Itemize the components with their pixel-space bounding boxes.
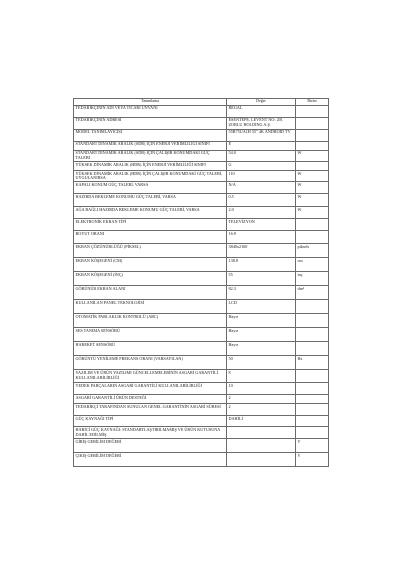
cell-description: TEDARİKÇİ TARAFINDAN SUNULAN GENEL GARANTİNİN ASGARİ SÜRESİ — [74, 404, 227, 416]
cell-value: ESENTEPE, LEVENT NO: 201 ZORLU HOLDİNG A.Ş. — [227, 117, 296, 129]
table-row — [74, 150, 329, 161]
table-row — [74, 314, 329, 328]
cell-description: YEDEK PARÇALARIN ASGARİ GARANTİLİ KULLANILABİLİRLİĞİ — [74, 383, 227, 395]
cell-value: 55R75UA1H 55" 4K ANDROID TV — [227, 129, 296, 141]
table-row — [74, 404, 329, 416]
cell-value: 0.5 — [227, 194, 296, 207]
cell-value: 110 — [227, 170, 296, 181]
cell-description: STANDART DİNAMİK ARALIK (SDR) İÇİN ÇALIŞIR KONUMDAKİ GÜÇ TALEBİ — [74, 150, 227, 161]
table-row — [74, 356, 329, 370]
cell-unit: piksels — [296, 244, 329, 258]
cell-value — [227, 453, 296, 467]
cell-value: DAHİLİ — [227, 416, 296, 427]
cell-unit: W — [296, 182, 329, 194]
cell-value: 82.3 — [227, 286, 296, 300]
cell-unit: dm² — [296, 286, 329, 300]
table-row — [74, 129, 329, 141]
table-row — [74, 342, 329, 356]
table-row — [74, 286, 329, 300]
cell-value — [227, 439, 296, 453]
cell-unit — [296, 395, 329, 404]
cell-description: HAZIRDA BEKLEME KONUMU GÜÇ TALEBİ, VARSA — [74, 194, 227, 207]
cell-value: LCD — [227, 300, 296, 314]
cell-description: ASGARİ GARANTİLİ ÜRÜN DESTEĞİ — [74, 395, 227, 404]
cell-description: TEDARİKÇİNİN ADI VEYA TİCARİ UNVANI — [74, 105, 227, 117]
cell-unit — [296, 328, 329, 342]
cell-value: 50 — [227, 356, 296, 370]
table-row — [74, 439, 329, 453]
cell-value: REGAL — [227, 105, 296, 117]
cell-value: 54.0 — [227, 150, 296, 161]
table-row — [74, 141, 329, 150]
cell-value: 2 — [227, 395, 296, 404]
cell-unit — [296, 314, 329, 328]
cell-unit: Hz — [296, 356, 329, 370]
cell-description: STANDART DİNAMİK ARALIK (SDR) İÇİN ENERJİ VERİMLİLİĞİ SINIFI — [74, 141, 227, 150]
cell-value: E — [227, 141, 296, 150]
table-row — [74, 194, 329, 207]
product-information-table — [73, 98, 329, 467]
cell-description: EKRAN KÖŞEGENİ (İNÇ) — [74, 272, 227, 286]
column-header-value: Değer — [227, 99, 296, 106]
cell-value: 10 — [227, 383, 296, 395]
cell-description: YÜKSEK DİNAMİK ARALIK (HDR) İÇİN ÇALIŞIR KONUMDAKİ GÜÇ TALEBİ, UYGULANIRSA — [74, 170, 227, 181]
table-row — [74, 231, 329, 244]
cell-unit — [296, 370, 329, 383]
cell-description: OTOMATİK PARLAKLIK KONTROLÜ (ABC) — [74, 314, 227, 328]
table-row — [74, 117, 329, 129]
cell-unit — [296, 383, 329, 395]
cell-description: BOYUT ORANI — [74, 231, 227, 244]
cell-unit — [296, 117, 329, 129]
cell-unit — [296, 300, 329, 314]
table-row — [74, 383, 329, 395]
cell-description: EKRAN KÖŞEGENİ (CM) — [74, 258, 227, 272]
cell-value: 8 — [227, 370, 296, 383]
table-row — [74, 416, 329, 427]
cell-unit: V — [296, 453, 329, 467]
table-row — [74, 244, 329, 258]
table-row — [74, 207, 329, 219]
cell-description: ÇIKIŞ GERİLİM DEĞERİ — [74, 453, 227, 467]
column-header-description: Tanımlama — [74, 99, 227, 106]
cell-description: YAZILIM VE ÜRÜN YAZILIMI GÜNCELLEMELERİNİN ASGARİ GARANTİLİ KULLANILABİLİRLİĞİ — [74, 370, 227, 383]
cell-value — [227, 427, 296, 439]
cell-description: KULLANILAN PANEL TEKNOLOJİSİ — [74, 300, 227, 314]
cell-unit — [296, 231, 329, 244]
table-row — [74, 453, 329, 467]
cell-description: GİRİŞ GERİLİM DEĞERİ — [74, 439, 227, 453]
cell-description: EKRAN ÇÖZÜNÜRLÜĞÜ (PİKSEL) — [74, 244, 227, 258]
cell-value: 2.0 — [227, 207, 296, 219]
table-row — [74, 105, 329, 117]
cell-unit: W — [296, 207, 329, 219]
table-row — [74, 300, 329, 314]
cell-value: 16:9 — [227, 231, 296, 244]
cell-description: AĞA BAĞLI HAZIRDA BEKLEME KONUMU GÜÇ TALEBİ, VARSA — [74, 207, 227, 219]
cell-unit — [296, 404, 329, 416]
cell-description: HARİCİ GÜÇ KAYNAĞI: STANDARTLAŞTIRILMAMIŞ VE ÜRÜN KUTUSUNA DAHİL EDİLMİŞ — [74, 427, 227, 439]
table-row — [74, 395, 329, 404]
cell-description: GÖRÜNÜR EKRAN ALANI — [74, 286, 227, 300]
table-row — [74, 272, 329, 286]
table-row — [74, 258, 329, 272]
table-header-row — [74, 99, 329, 106]
cell-value: 138.8 — [227, 258, 296, 272]
cell-unit: V — [296, 439, 329, 453]
cell-unit: W — [296, 170, 329, 181]
table-row — [74, 427, 329, 439]
table-row — [74, 182, 329, 194]
cell-unit — [296, 161, 329, 170]
cell-unit: W — [296, 194, 329, 207]
cell-value: TELEVİZYON — [227, 219, 296, 231]
cell-value: Hayır — [227, 328, 296, 342]
cell-description: GÖRÜNTÜ YENİLEME FREKANS ORANI (VARSAYILAN) — [74, 356, 227, 370]
cell-unit: inç — [296, 272, 329, 286]
cell-value: 3840x2160 — [227, 244, 296, 258]
cell-unit — [296, 141, 329, 150]
cell-unit: cm — [296, 258, 329, 272]
cell-value: Hayır — [227, 342, 296, 356]
cell-unit — [296, 105, 329, 117]
cell-description: KAPALI KONUM GÜÇ TALEBİ, VARSA — [74, 182, 227, 194]
table-row — [74, 170, 329, 181]
table-row — [74, 219, 329, 231]
cell-description: HAREKET SENSÖRÜ — [74, 342, 227, 356]
cell-value: Hayır — [227, 314, 296, 328]
cell-value: 55 — [227, 272, 296, 286]
cell-unit: W — [296, 150, 329, 161]
cell-unit — [296, 416, 329, 427]
cell-description: YÜKSEK DİNAMİK ARALIK (HDR) İÇİN ENERJİ VERİMLİLİĞİ SINIFI — [74, 161, 227, 170]
cell-value: 2 — [227, 404, 296, 416]
table-body — [74, 105, 329, 467]
table-row — [74, 370, 329, 383]
table-row — [74, 161, 329, 170]
cell-unit — [296, 129, 329, 141]
cell-value: N/A — [227, 182, 296, 194]
cell-unit — [296, 342, 329, 356]
column-header-unit: Birim — [296, 99, 329, 106]
cell-value: G — [227, 161, 296, 170]
cell-description: GÜÇ KAYNAĞI TİPİ — [74, 416, 227, 427]
table-row — [74, 328, 329, 342]
cell-unit — [296, 219, 329, 231]
cell-description: TEDARİKÇİNİN ADRESİ — [74, 117, 227, 129]
cell-description: MODEL TANIMLAYICISI — [74, 129, 227, 141]
cell-description: ELEKTRONİK EKRAN TİPİ — [74, 219, 227, 231]
cell-description: SES TANIMA SENSÖRÜ — [74, 328, 227, 342]
cell-unit — [296, 427, 329, 439]
